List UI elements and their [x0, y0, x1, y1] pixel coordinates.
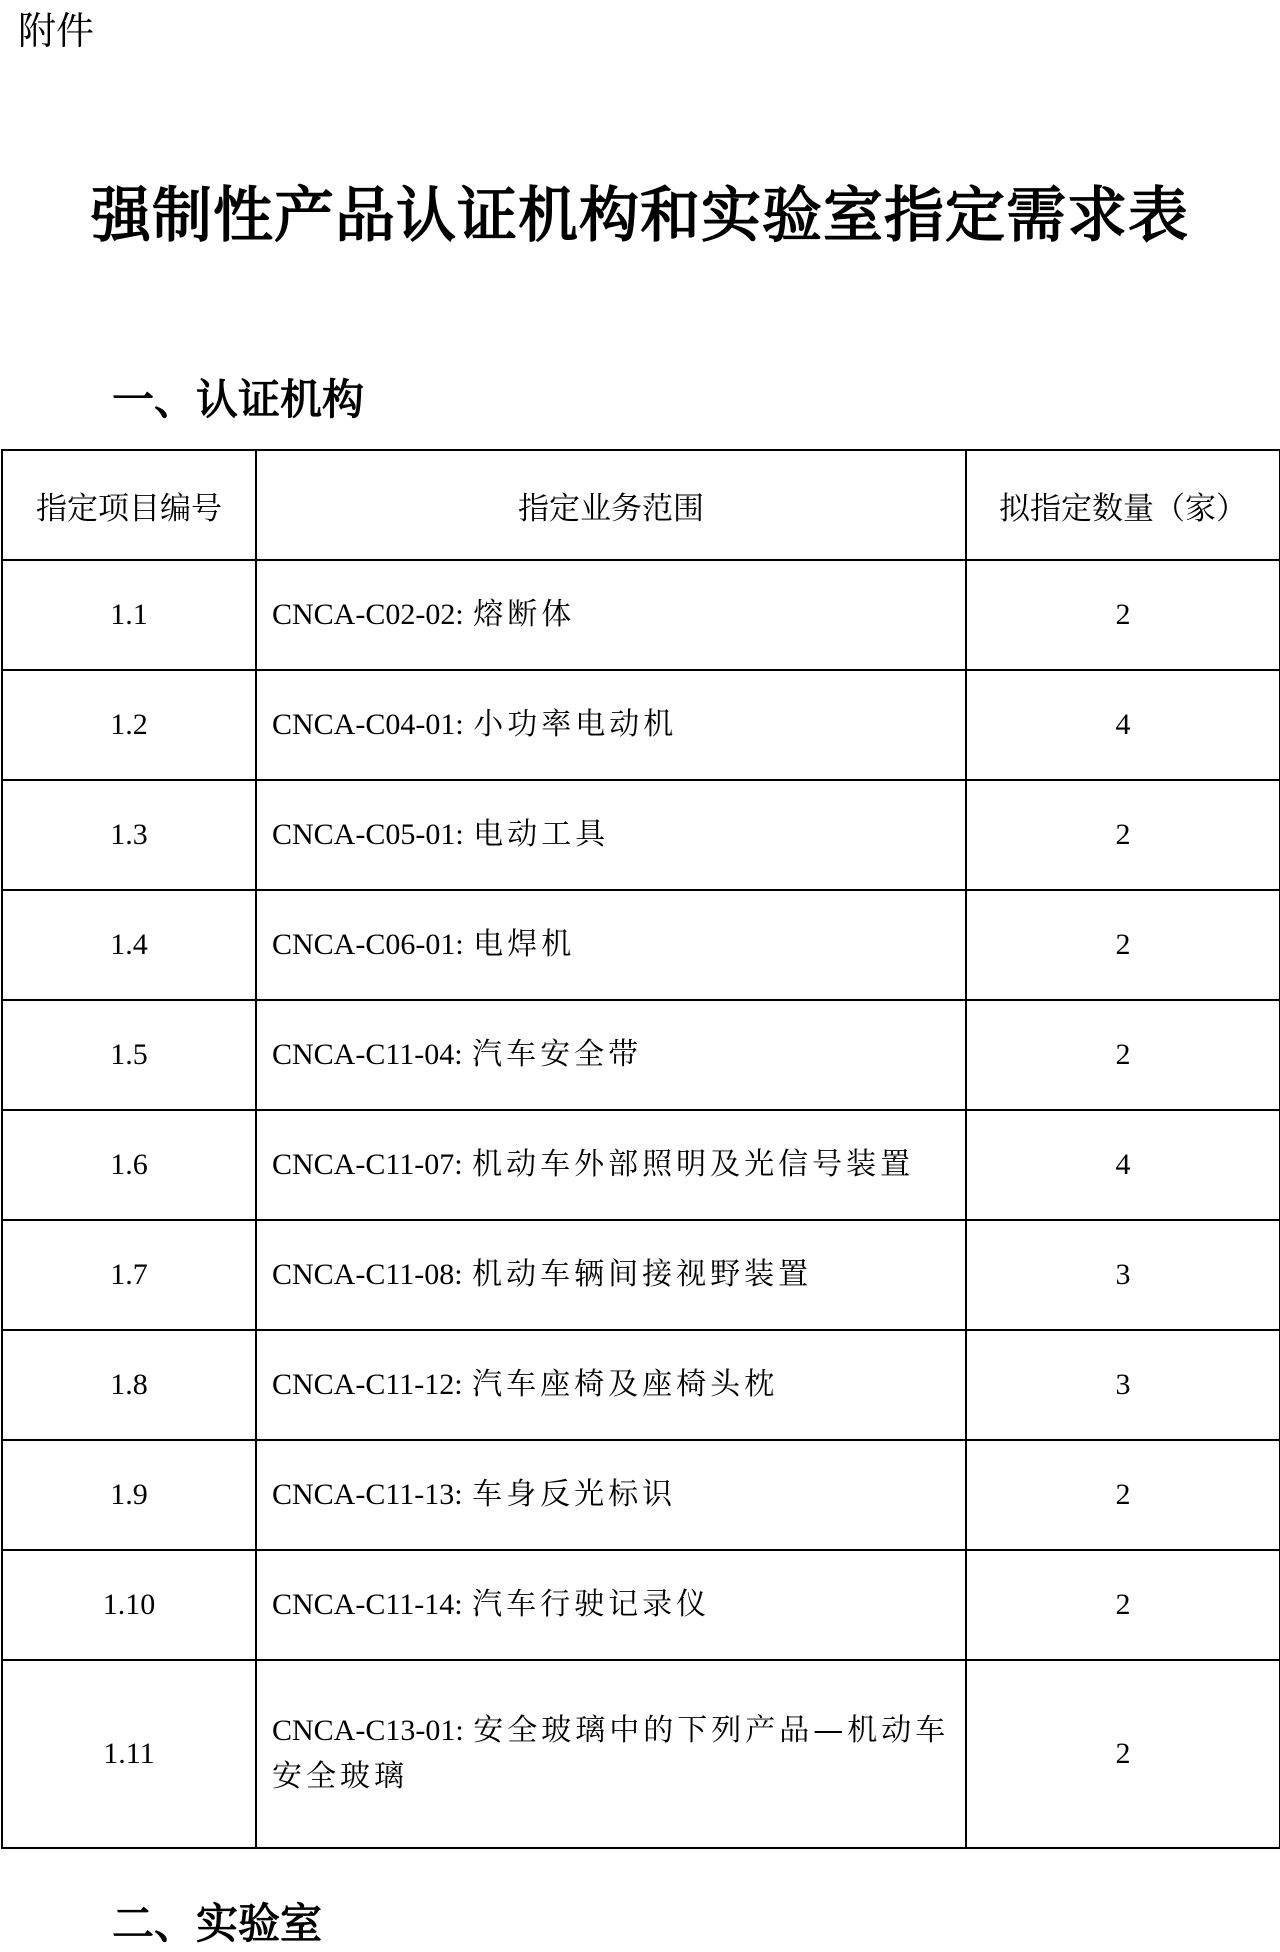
- row-product: 汽车行驶记录仪: [472, 1587, 711, 1622]
- header-quantity: 拟指定数量（家）: [966, 450, 1280, 560]
- certification-bodies-table: [1, 449, 1280, 1849]
- row-scope: [256, 890, 966, 1000]
- row-code: CNCA-C11-12:: [272, 1368, 463, 1401]
- row-code: CNCA-C04-01:: [272, 708, 464, 741]
- row-quantity: 4: [966, 670, 1280, 780]
- row-code: CNCA-C11-14:: [272, 1588, 463, 1621]
- table-row: [2, 1660, 1280, 1848]
- row-code: CNCA-C11-04:: [272, 1038, 463, 1071]
- row-id: 1.3: [2, 780, 256, 890]
- row-product: 机动车辆间接视野装置: [472, 1257, 813, 1292]
- table-row: [2, 890, 1280, 1000]
- row-product: 电焊机: [473, 927, 576, 962]
- row-quantity: 2: [966, 890, 1280, 1000]
- row-id: 1.8: [2, 1330, 256, 1440]
- table-header-row: [2, 450, 1280, 560]
- row-code: CNCA-C11-08:: [272, 1258, 463, 1291]
- row-quantity: 2: [966, 1000, 1280, 1110]
- row-product: 车身反光标识: [472, 1477, 677, 1512]
- header-item-number: 指定项目编号: [2, 450, 256, 560]
- table-row: [2, 1220, 1280, 1330]
- row-code: CNCA-C11-13:: [272, 1478, 463, 1511]
- row-code: CNCA-C11-07:: [272, 1148, 463, 1181]
- row-quantity: 2: [966, 1440, 1280, 1550]
- row-quantity: 2: [966, 780, 1280, 890]
- attachment-label: 附件: [18, 9, 95, 53]
- row-id: 1.7: [2, 1220, 256, 1330]
- table-row: [2, 1000, 1280, 1110]
- row-id: 1.5: [2, 1000, 256, 1110]
- table-row: [2, 1550, 1280, 1660]
- row-scope: [256, 1660, 966, 1848]
- row-quantity: 3: [966, 1220, 1280, 1330]
- row-quantity: 4: [966, 1110, 1280, 1220]
- row-product: 汽车座椅及座椅头枕: [472, 1367, 779, 1402]
- row-quantity: 2: [966, 1660, 1280, 1848]
- row-product: 机动车外部照明及光信号装置: [472, 1147, 915, 1182]
- row-scope: [256, 1110, 966, 1220]
- table-row: [2, 780, 1280, 890]
- row-code: CNCA-C05-01:: [272, 818, 464, 851]
- table-row: [2, 1110, 1280, 1220]
- row-id: 1.2: [2, 670, 256, 780]
- document-title: 强制性产品认证机构和实验室指定需求表: [91, 181, 1189, 251]
- row-code: CNCA-C02-02:: [272, 598, 464, 631]
- row-product: 汽车安全带: [472, 1037, 643, 1072]
- row-quantity: 2: [966, 1550, 1280, 1660]
- row-id: 1.1: [2, 560, 256, 670]
- row-scope: [256, 1330, 966, 1440]
- row-product: 小功率电动机: [473, 707, 678, 742]
- row-code: CNCA-C13-01:: [272, 1714, 464, 1747]
- row-product: 电动工具: [473, 817, 610, 852]
- row-quantity: 3: [966, 1330, 1280, 1440]
- row-id: 1.9: [2, 1440, 256, 1550]
- row-scope: [256, 560, 966, 670]
- row-product: 熔断体: [473, 597, 576, 632]
- section-heading-laboratories: 二、实验室: [112, 1899, 323, 1948]
- table-row: [2, 670, 1280, 780]
- row-id: 1.4: [2, 890, 256, 1000]
- row-scope: [256, 780, 966, 890]
- table-row: [2, 1440, 1280, 1550]
- row-id: 1.11: [2, 1660, 256, 1848]
- table-row: [2, 1330, 1280, 1440]
- row-id: 1.10: [2, 1550, 256, 1660]
- header-business-scope: 指定业务范围: [256, 450, 966, 560]
- row-code: CNCA-C06-01:: [272, 928, 464, 961]
- row-scope: [256, 1440, 966, 1550]
- row-scope: [256, 670, 966, 780]
- row-quantity: 2: [966, 560, 1280, 670]
- row-scope: [256, 1550, 966, 1660]
- row-scope: [256, 1220, 966, 1330]
- section-heading-certification-bodies: 一、认证机构: [112, 375, 365, 424]
- row-id: 1.6: [2, 1110, 256, 1220]
- table-row: [2, 560, 1280, 670]
- row-product: 安全玻璃中的下列产品—机动车安全玻璃: [272, 1713, 950, 1794]
- row-scope: [256, 1000, 966, 1110]
